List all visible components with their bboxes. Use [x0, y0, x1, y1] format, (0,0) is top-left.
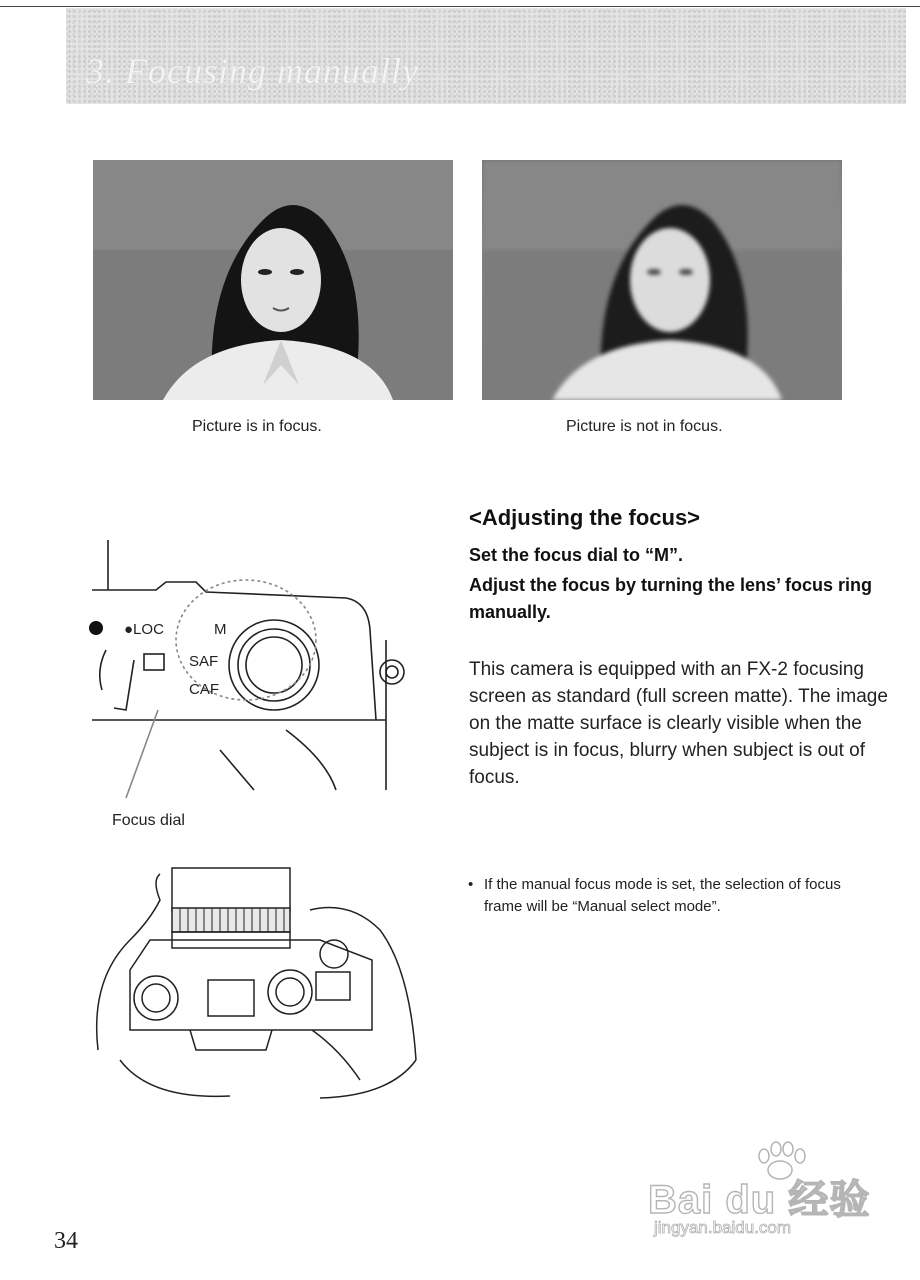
hands-holding-camera-illustration — [90, 860, 420, 1100]
body-paragraph: This camera is equipped with an FX-2 focusing screen as standard (full screen matte). The image on the matte surface is clearly visible when the subject is in focus, blurry when subject is out of focus. — [469, 659, 888, 788]
watermark-url: jingyan.baidu.com — [654, 1218, 792, 1237]
portrait-sharp-image — [93, 160, 453, 400]
portrait-blurred-image — [482, 160, 842, 400]
watermark — [648, 1140, 878, 1240]
top-rule — [0, 6, 920, 7]
mode-caf-label: CAF — [189, 681, 219, 698]
instruction-set-dial: Set the focus dial to “M”. — [469, 545, 684, 565]
focus-dial-diagram — [86, 530, 426, 830]
mode-saf-label: SAF — [189, 653, 219, 670]
focus-dial-label: Focus dial — [112, 812, 185, 829]
caption-out-of-focus: Picture is not in focus. — [566, 418, 723, 435]
caption-in-focus: Picture is in focus. — [192, 418, 322, 435]
page-number: 34 — [54, 1228, 78, 1254]
photo-in-focus — [93, 160, 453, 400]
instruction-adjust-ring: Adjust the focus by turning the lens’ focus ring manually. — [469, 575, 873, 622]
section-heading: <Adjusting the focus> — [469, 505, 701, 530]
bullet-icon: • — [468, 876, 474, 893]
mode-m-label: M — [214, 621, 227, 638]
photo-out-of-focus — [482, 160, 842, 400]
note-item — [468, 874, 854, 918]
watermark-brand: Bai du 经验 — [648, 1178, 871, 1222]
lock-label: ●LOC — [124, 621, 164, 638]
note-text: If the manual focus mode is set, the selection of focus frame will be “Manual select mode”. — [484, 876, 841, 915]
section-title: 3. Focusing manually — [86, 51, 419, 91]
